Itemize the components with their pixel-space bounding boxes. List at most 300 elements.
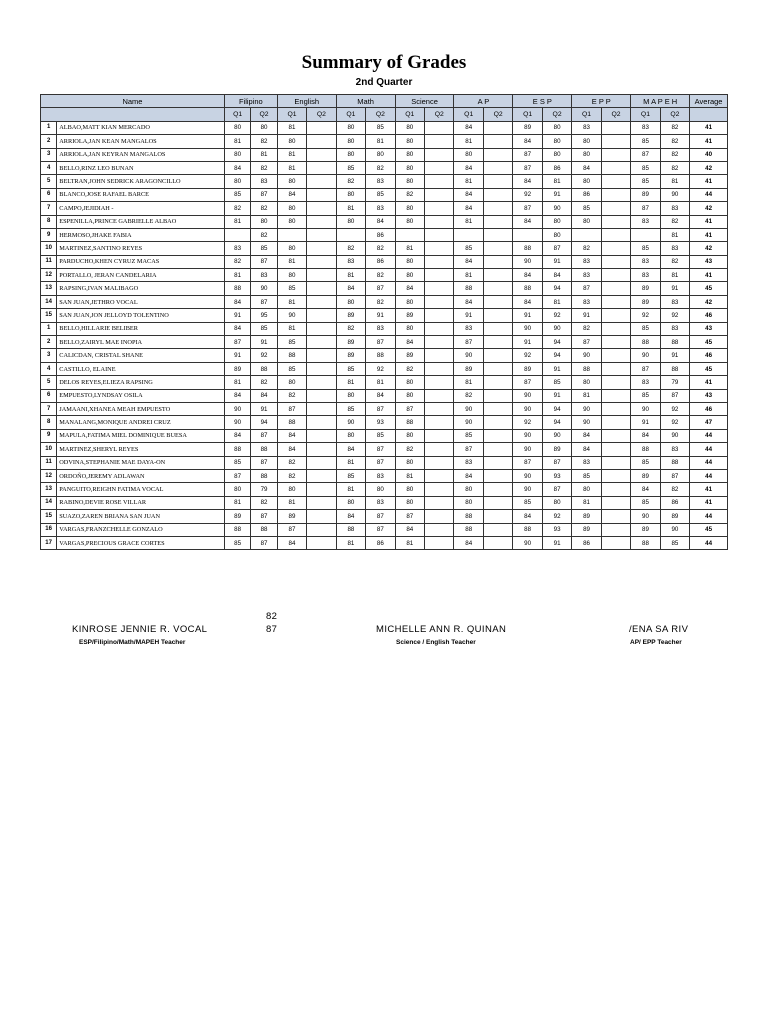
grade-cell: 81 bbox=[224, 269, 250, 282]
grade-cell: 88 bbox=[277, 349, 306, 362]
student-name: EMPUESTO,LYNDSAY OSILA bbox=[57, 389, 225, 402]
grade-cell bbox=[307, 269, 336, 282]
grade-cell: 80 bbox=[277, 135, 306, 148]
table-row bbox=[41, 456, 728, 469]
grade-cell bbox=[425, 175, 454, 188]
grade-cell: 85 bbox=[277, 336, 306, 349]
grade-cell: 85 bbox=[277, 282, 306, 295]
grade-cell: 88 bbox=[454, 282, 483, 295]
grade-cell bbox=[483, 175, 512, 188]
grade-cell bbox=[454, 228, 483, 241]
grade-cell: 88 bbox=[251, 523, 277, 536]
grade-cell: 81 bbox=[224, 496, 250, 509]
grade-cell: 85 bbox=[336, 362, 365, 375]
grade-cell bbox=[601, 496, 630, 509]
grade-cell bbox=[307, 456, 336, 469]
grade-cell: 80 bbox=[454, 483, 483, 496]
grade-cell: 80 bbox=[454, 496, 483, 509]
average-cell: 45 bbox=[690, 282, 728, 295]
student-name: HERMOSO,JHAKE FABIA bbox=[57, 228, 225, 241]
grade-cell bbox=[601, 362, 630, 375]
grade-cell: 88 bbox=[631, 336, 660, 349]
grade-cell bbox=[425, 523, 454, 536]
grade-cell: 83 bbox=[660, 322, 689, 335]
average-cell: 41 bbox=[690, 135, 728, 148]
grade-cell: 81 bbox=[395, 242, 424, 255]
grade-cell: 84 bbox=[224, 161, 250, 174]
grade-cell bbox=[307, 188, 336, 201]
grade-cell: 81 bbox=[660, 175, 689, 188]
grade-cell: 84 bbox=[336, 282, 365, 295]
average-cell: 44 bbox=[690, 443, 728, 456]
student-name: SAN JUAN,JON JELLOYD TOLENTINO bbox=[57, 309, 225, 322]
grade-cell: 80 bbox=[395, 202, 424, 215]
grade-cell: 82 bbox=[336, 175, 365, 188]
average-cell: 43 bbox=[690, 389, 728, 402]
grade-cell: 92 bbox=[660, 416, 689, 429]
grade-cell: 80 bbox=[542, 135, 571, 148]
grade-cell bbox=[307, 469, 336, 482]
grade-cell bbox=[483, 215, 512, 228]
grade-cell: 81 bbox=[336, 536, 365, 549]
grade-cell: 80 bbox=[572, 148, 601, 161]
grade-cell: 83 bbox=[366, 202, 395, 215]
table-row bbox=[41, 362, 728, 375]
grade-cell bbox=[425, 228, 454, 241]
grade-cell: 86 bbox=[366, 228, 395, 241]
row-number: 3 bbox=[41, 148, 57, 161]
grade-cell: 89 bbox=[631, 469, 660, 482]
grade-cell: 83 bbox=[454, 456, 483, 469]
grade-cell: 84 bbox=[631, 483, 660, 496]
student-name: PANGUITO,REIGHN FATIMA VOCAL bbox=[57, 483, 225, 496]
grade-cell bbox=[307, 161, 336, 174]
header-q2: Q2 bbox=[251, 108, 277, 121]
grade-cell bbox=[483, 188, 512, 201]
grade-cell: 84 bbox=[454, 469, 483, 482]
grade-cell bbox=[307, 402, 336, 415]
header-q1: Q1 bbox=[513, 108, 542, 121]
grade-cell: 83 bbox=[572, 295, 601, 308]
student-name: BELTRAN,JOHN SEDRICK ARAGONCILLO bbox=[57, 175, 225, 188]
grade-cell: 81 bbox=[277, 121, 306, 134]
student-name: CASTILLO, ELAINE bbox=[57, 362, 225, 375]
grade-cell: 90 bbox=[631, 349, 660, 362]
student-name: PARDUCHO,KHEN CYRUZ MACAS bbox=[57, 255, 225, 268]
average-cell: 40 bbox=[690, 148, 728, 161]
grade-cell: 80 bbox=[395, 175, 424, 188]
grade-cell: 90 bbox=[251, 282, 277, 295]
grade-cell: 84 bbox=[513, 269, 542, 282]
grade-cell bbox=[483, 536, 512, 549]
grade-cell bbox=[307, 242, 336, 255]
grade-cell: 91 bbox=[660, 349, 689, 362]
grade-cell: 87 bbox=[366, 456, 395, 469]
grade-cell: 84 bbox=[277, 429, 306, 442]
header-subject: A P bbox=[454, 95, 513, 108]
grade-cell: 84 bbox=[542, 269, 571, 282]
grade-cell: 89 bbox=[513, 362, 542, 375]
student-name: VARGAS,FRANZCHELLE GONZALO bbox=[57, 523, 225, 536]
grade-cell: 85 bbox=[277, 362, 306, 375]
table-row bbox=[41, 215, 728, 228]
grade-cell: 82 bbox=[336, 242, 365, 255]
grade-cell: 89 bbox=[572, 523, 601, 536]
grade-cell: 81 bbox=[542, 175, 571, 188]
grade-cell: 84 bbox=[366, 215, 395, 228]
grade-cell: 84 bbox=[572, 161, 601, 174]
student-name: BLANCO,JOSE RAFAEL BARCE bbox=[57, 188, 225, 201]
grade-cell: 81 bbox=[336, 269, 365, 282]
grade-cell: 88 bbox=[366, 349, 395, 362]
grade-cell: 88 bbox=[454, 510, 483, 523]
grade-cell: 90 bbox=[631, 402, 660, 415]
grade-cell: 81 bbox=[224, 376, 250, 389]
grade-cell: 90 bbox=[454, 349, 483, 362]
grade-cell: 82 bbox=[660, 215, 689, 228]
grade-cell bbox=[483, 282, 512, 295]
grade-cell bbox=[601, 429, 630, 442]
grade-cell bbox=[425, 215, 454, 228]
grade-cell: 88 bbox=[513, 282, 542, 295]
grade-cell: 82 bbox=[454, 389, 483, 402]
grade-cell: 80 bbox=[542, 496, 571, 509]
grade-cell: 89 bbox=[336, 349, 365, 362]
table-row bbox=[41, 496, 728, 509]
grade-cell bbox=[601, 309, 630, 322]
grade-cell: 91 bbox=[513, 309, 542, 322]
grade-cell: 92 bbox=[513, 188, 542, 201]
average-cell: 41 bbox=[690, 483, 728, 496]
grade-cell bbox=[425, 496, 454, 509]
grade-cell: 80 bbox=[395, 255, 424, 268]
row-number: 11 bbox=[41, 456, 57, 469]
grade-cell: 90 bbox=[513, 469, 542, 482]
grade-cell: 80 bbox=[336, 135, 365, 148]
row-number: 9 bbox=[41, 429, 57, 442]
grade-cell: 89 bbox=[631, 282, 660, 295]
grade-cell bbox=[601, 416, 630, 429]
grade-cell: 81 bbox=[454, 175, 483, 188]
grade-cell: 80 bbox=[277, 376, 306, 389]
grade-cell: 90 bbox=[513, 443, 542, 456]
grade-cell bbox=[601, 536, 630, 549]
average-cell: 44 bbox=[690, 510, 728, 523]
grade-cell: 87 bbox=[251, 536, 277, 549]
grade-cell: 82 bbox=[660, 148, 689, 161]
grade-cell: 81 bbox=[251, 148, 277, 161]
grade-cell: 94 bbox=[542, 402, 571, 415]
grade-cell: 83 bbox=[336, 255, 365, 268]
grade-cell bbox=[425, 376, 454, 389]
row-number: 8 bbox=[41, 416, 57, 429]
grade-cell: 87 bbox=[251, 456, 277, 469]
grade-cell: 85 bbox=[454, 429, 483, 442]
grade-cell: 83 bbox=[366, 175, 395, 188]
grade-cell: 81 bbox=[660, 228, 689, 241]
grade-cell: 80 bbox=[366, 148, 395, 161]
grade-cell: 83 bbox=[631, 255, 660, 268]
header-subject: M A P E H bbox=[631, 95, 690, 108]
grade-cell: 83 bbox=[660, 202, 689, 215]
grade-cell: 80 bbox=[277, 215, 306, 228]
grade-cell: 87 bbox=[224, 336, 250, 349]
grade-cell: 87 bbox=[366, 282, 395, 295]
grade-cell bbox=[601, 510, 630, 523]
grade-cell: 90 bbox=[454, 402, 483, 415]
grade-cell: 84 bbox=[513, 215, 542, 228]
header-subject: English bbox=[277, 95, 336, 108]
grade-cell bbox=[307, 255, 336, 268]
grade-cell: 89 bbox=[336, 309, 365, 322]
grade-cell: 84 bbox=[454, 161, 483, 174]
stray-value: 82 bbox=[266, 611, 278, 622]
grade-cell: 81 bbox=[395, 469, 424, 482]
grade-cell: 83 bbox=[572, 269, 601, 282]
grade-cell bbox=[483, 202, 512, 215]
grade-cell: 81 bbox=[336, 376, 365, 389]
row-number: 4 bbox=[41, 161, 57, 174]
grade-cell: 83 bbox=[572, 121, 601, 134]
row-number: 12 bbox=[41, 269, 57, 282]
grade-cell: 84 bbox=[513, 295, 542, 308]
grade-cell bbox=[425, 416, 454, 429]
grade-cell: 88 bbox=[224, 282, 250, 295]
grade-cell bbox=[307, 309, 336, 322]
grade-cell bbox=[601, 376, 630, 389]
table-row bbox=[41, 255, 728, 268]
student-name: ARRIOLA,JAN KEAN MANGALOS bbox=[57, 135, 225, 148]
grade-cell: 80 bbox=[251, 215, 277, 228]
student-name: ESPENILLA,PRINCE GABRIELLE ALBAO bbox=[57, 215, 225, 228]
grade-cell: 80 bbox=[542, 121, 571, 134]
grade-cell: 92 bbox=[660, 309, 689, 322]
grade-cell: 83 bbox=[660, 242, 689, 255]
table-row bbox=[41, 523, 728, 536]
student-name: BELLO,HILLARIE BELIBER bbox=[57, 322, 225, 335]
header-subject: Filipino bbox=[224, 95, 277, 108]
grade-cell: 90 bbox=[542, 322, 571, 335]
grade-cell: 82 bbox=[251, 135, 277, 148]
grade-cell: 87 bbox=[251, 255, 277, 268]
row-number: 6 bbox=[41, 389, 57, 402]
header-q2: Q2 bbox=[542, 108, 571, 121]
student-name: PORTALLO, JERAN CANDELARIA bbox=[57, 269, 225, 282]
grade-cell: 82 bbox=[395, 188, 424, 201]
grade-cell: 86 bbox=[572, 188, 601, 201]
row-number: 13 bbox=[41, 282, 57, 295]
header-blank bbox=[41, 108, 225, 121]
grade-cell: 90 bbox=[572, 349, 601, 362]
page-subtitle: 2nd Quarter bbox=[355, 77, 413, 88]
grade-cell bbox=[336, 228, 365, 241]
grade-cell: 86 bbox=[366, 536, 395, 549]
grade-cell: 85 bbox=[366, 429, 395, 442]
grade-cell: 89 bbox=[454, 362, 483, 375]
grade-cell: 82 bbox=[572, 242, 601, 255]
grade-cell: 85 bbox=[631, 322, 660, 335]
student-name: MARTINEZ,SANTINO REYES bbox=[57, 242, 225, 255]
grade-cell: 90 bbox=[513, 255, 542, 268]
grade-cell bbox=[425, 469, 454, 482]
quarter-header-row bbox=[41, 108, 728, 121]
student-name: CALICDAN, CRISTAL SHANE bbox=[57, 349, 225, 362]
grade-cell: 81 bbox=[336, 456, 365, 469]
grade-cell: 80 bbox=[251, 121, 277, 134]
grade-cell bbox=[483, 443, 512, 456]
grade-cell: 80 bbox=[224, 121, 250, 134]
grade-cell: 87 bbox=[631, 202, 660, 215]
average-cell: 42 bbox=[690, 242, 728, 255]
row-number: 7 bbox=[41, 202, 57, 215]
grade-cell bbox=[425, 202, 454, 215]
grade-cell: 80 bbox=[572, 376, 601, 389]
grade-cell: 88 bbox=[631, 536, 660, 549]
grade-cell: 95 bbox=[251, 309, 277, 322]
header-q2: Q2 bbox=[660, 108, 689, 121]
grade-cell bbox=[425, 135, 454, 148]
grade-cell bbox=[307, 148, 336, 161]
grade-cell: 80 bbox=[336, 429, 365, 442]
grade-cell: 84 bbox=[454, 255, 483, 268]
average-cell: 45 bbox=[690, 362, 728, 375]
grade-cell bbox=[307, 175, 336, 188]
grade-cell: 85 bbox=[572, 202, 601, 215]
grade-cell: 89 bbox=[542, 443, 571, 456]
row-number: 2 bbox=[41, 336, 57, 349]
grade-cell bbox=[307, 416, 336, 429]
grade-cell: 92 bbox=[513, 349, 542, 362]
row-number: 9 bbox=[41, 228, 57, 241]
grade-cell: 92 bbox=[513, 416, 542, 429]
row-number: 13 bbox=[41, 483, 57, 496]
grade-cell: 91 bbox=[513, 336, 542, 349]
grade-cell: 90 bbox=[660, 523, 689, 536]
grade-cell: 90 bbox=[572, 402, 601, 415]
grade-cell: 88 bbox=[336, 523, 365, 536]
table-row bbox=[41, 175, 728, 188]
grade-cell: 91 bbox=[631, 416, 660, 429]
grade-cell bbox=[307, 510, 336, 523]
grade-cell: 80 bbox=[277, 202, 306, 215]
grade-cell bbox=[307, 322, 336, 335]
table-row bbox=[41, 309, 728, 322]
grade-cell bbox=[483, 349, 512, 362]
grade-cell: 87 bbox=[366, 510, 395, 523]
grade-cell: 87 bbox=[631, 148, 660, 161]
grade-cell: 93 bbox=[542, 523, 571, 536]
grade-cell: 83 bbox=[251, 175, 277, 188]
grade-cell: 80 bbox=[395, 376, 424, 389]
grade-cell bbox=[425, 402, 454, 415]
grade-cell: 80 bbox=[542, 215, 571, 228]
grade-cell: 80 bbox=[277, 269, 306, 282]
header-q1: Q1 bbox=[572, 108, 601, 121]
grade-cell: 84 bbox=[224, 389, 250, 402]
teacher-role: AP/ EPP Teacher bbox=[630, 639, 682, 646]
row-number: 16 bbox=[41, 523, 57, 536]
grade-cell: 81 bbox=[395, 536, 424, 549]
grade-cell: 85 bbox=[224, 536, 250, 549]
grade-cell: 91 bbox=[542, 389, 571, 402]
grade-cell bbox=[425, 443, 454, 456]
student-name: RABINO,DEVIE ROSE VILLAR bbox=[57, 496, 225, 509]
grade-cell: 83 bbox=[366, 496, 395, 509]
student-name: ARRIOLA,JAN KEYRAN MANGALOS bbox=[57, 148, 225, 161]
grade-cell: 88 bbox=[660, 456, 689, 469]
header-average: Average bbox=[690, 95, 728, 108]
grade-cell bbox=[601, 483, 630, 496]
average-cell: 44 bbox=[690, 536, 728, 549]
grade-cell: 94 bbox=[251, 416, 277, 429]
grade-cell bbox=[483, 416, 512, 429]
grade-cell: 87 bbox=[660, 469, 689, 482]
header-q1: Q1 bbox=[224, 108, 250, 121]
grade-cell: 82 bbox=[366, 269, 395, 282]
grade-cell bbox=[483, 376, 512, 389]
grade-cell bbox=[601, 269, 630, 282]
grade-cell: 85 bbox=[631, 175, 660, 188]
header-q2: Q2 bbox=[425, 108, 454, 121]
grade-cell: 84 bbox=[277, 188, 306, 201]
grade-cell: 81 bbox=[224, 135, 250, 148]
grade-cell: 87 bbox=[251, 510, 277, 523]
grade-cell: 87 bbox=[366, 336, 395, 349]
grade-cell: 81 bbox=[336, 483, 365, 496]
grade-cell: 87 bbox=[513, 161, 542, 174]
grade-cell: 80 bbox=[395, 269, 424, 282]
row-number: 10 bbox=[41, 443, 57, 456]
grade-cell: 82 bbox=[395, 443, 424, 456]
table-row bbox=[41, 269, 728, 282]
grade-cell: 80 bbox=[395, 295, 424, 308]
grade-cell: 90 bbox=[513, 322, 542, 335]
grade-cell: 82 bbox=[572, 322, 601, 335]
grade-cell: 80 bbox=[572, 135, 601, 148]
table-row bbox=[41, 295, 728, 308]
grade-cell bbox=[307, 483, 336, 496]
grade-cell bbox=[307, 282, 336, 295]
grade-cell: 80 bbox=[366, 483, 395, 496]
grade-cell: 80 bbox=[336, 295, 365, 308]
grade-cell: 87 bbox=[251, 295, 277, 308]
average-cell: 43 bbox=[690, 255, 728, 268]
grade-cell bbox=[483, 255, 512, 268]
grade-cell bbox=[601, 202, 630, 215]
grade-cell: 85 bbox=[542, 376, 571, 389]
grade-cell: 87 bbox=[251, 429, 277, 442]
average-cell: 41 bbox=[690, 269, 728, 282]
grade-cell: 81 bbox=[277, 322, 306, 335]
grade-cell bbox=[307, 215, 336, 228]
grade-cell: 87 bbox=[366, 523, 395, 536]
average-cell: 46 bbox=[690, 349, 728, 362]
grade-cell bbox=[631, 228, 660, 241]
grade-cell: 87 bbox=[277, 523, 306, 536]
grade-cell: 80 bbox=[277, 175, 306, 188]
grade-cell: 82 bbox=[277, 456, 306, 469]
grade-cell: 80 bbox=[224, 175, 250, 188]
header-blank bbox=[690, 108, 728, 121]
grade-cell: 91 bbox=[542, 536, 571, 549]
grade-cell: 83 bbox=[366, 469, 395, 482]
grade-cell: 92 bbox=[366, 362, 395, 375]
average-cell: 44 bbox=[690, 188, 728, 201]
grade-cell bbox=[307, 228, 336, 241]
grade-cell bbox=[483, 228, 512, 241]
grade-cell: 80 bbox=[395, 148, 424, 161]
grade-cell: 82 bbox=[224, 255, 250, 268]
